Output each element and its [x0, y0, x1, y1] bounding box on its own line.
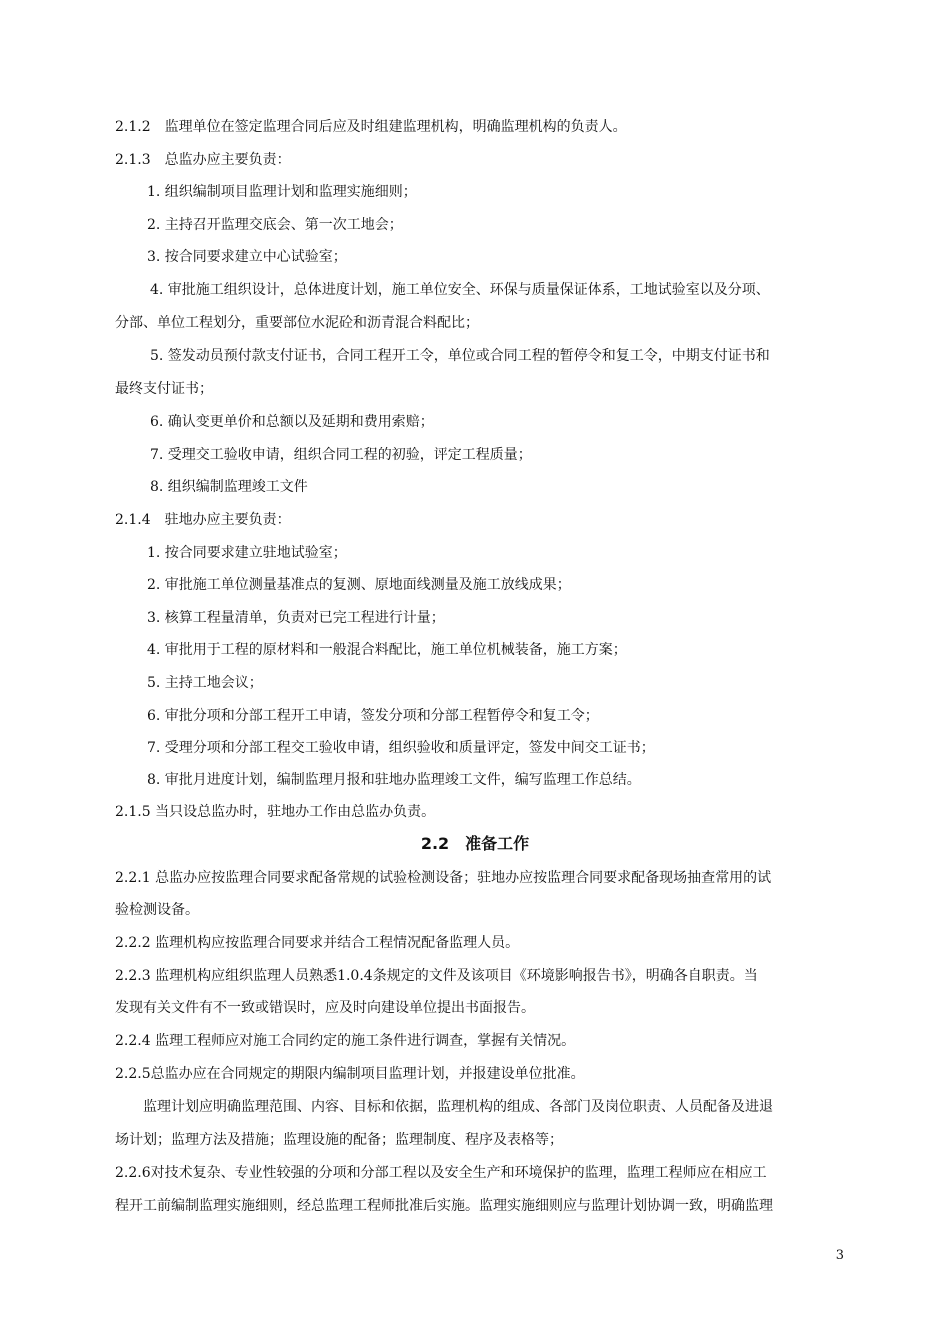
list-item: 5. 主持工地会议； — [147, 675, 263, 691]
paragraph: 监理计划应明确监理范围、内容、目标和依据，监理机构的组成、各部门及岗位职责、人员配备及进退 — [143, 1099, 773, 1115]
list-item: 2. 主持召开监理交底会、第一次工地会； — [147, 217, 403, 233]
clause-2-1-4: 2.1.4 驻地办应主要负责： — [115, 512, 291, 528]
list-item-continuation: 分部、单位工程划分，重要部位水泥砼和沥青混合料配比； — [115, 315, 479, 331]
clause-2-2-2: 2.2.2 监理机构应按监理合同要求并结合工程情况配备监理人员。 — [115, 935, 520, 951]
clause-continuation: 程开工前编制监理实施细则，经总监理工程师批准后实施。监理实施细则应与监理计划协调一致，明确监理 — [115, 1198, 773, 1214]
clause-2-2-6: 2.2.6对技术复杂、专业性较强的分项和分部工程以及安全生产和环境保护的监理，监理工程师应在相应工 — [115, 1165, 767, 1181]
list-item: 6. 审批分项和分部工程开工申请，签发分项和分部工程暂停令和复工令； — [147, 708, 599, 724]
clause-2-2-5: 2.2.5总监办应在合同规定的期限内编制项目监理计划，并报建设单位批准。 — [115, 1066, 585, 1082]
list-item: 8. 组织编制监理竣工文件 — [150, 479, 308, 495]
list-item: 2. 审批施工单位测量基准点的复测、原地面线测量及施工放线成果； — [147, 577, 571, 593]
list-item: 3. 核算工程量清单，负责对已完工程进行计量； — [147, 610, 445, 626]
page-number: 3 — [835, 1248, 844, 1263]
list-item: 1. 组织编制项目监理计划和监理实施细则； — [147, 184, 417, 200]
list-item: 7. 受理交工验收申请，组织合同工程的初验，评定工程质量； — [150, 447, 532, 463]
paragraph-continuation: 场计划；监理方法及措施；监理设施的配备；监理制度、程序及表格等； — [115, 1132, 563, 1148]
clause-2-1-3: 2.1.3 总监办应主要负责： — [115, 152, 291, 168]
section-heading: 2.2 准备工作 — [420, 834, 530, 853]
list-item: 6. 确认变更单价和总额以及延期和费用索赔； — [150, 414, 434, 430]
list-item: 3. 按合同要求建立中心试验室； — [147, 249, 347, 265]
clause-continuation: 验检测设备。 — [115, 902, 199, 918]
list-item: 8. 审批月进度计划，编制监理月报和驻地办监理竣工文件，编写监理工作总结。 — [147, 772, 641, 788]
clause-2-2-3: 2.2.3 监理机构应组织监理人员熟悉1.0.4条规定的文件及该项目《环境影响报告书》，明确各自职责。当 — [115, 968, 758, 984]
list-item: 4. 审批用于工程的原材料和一般混合料配比，施工单位机械装备，施工方案； — [147, 642, 627, 658]
list-item: 7. 受理分项和分部工程交工验收申请，组织验收和质量评定，签发中间交工证书； — [147, 740, 655, 756]
list-item-continuation: 最终支付证书； — [115, 381, 213, 397]
list-item: 4. 审批施工组织设计，总体进度计划，施工单位安全、环保与质量保证体系，工地试验室以及分项、 — [150, 282, 770, 298]
clause-continuation: 发现有关文件有不一致或错误时，应及时向建设单位提出书面报告。 — [115, 1000, 535, 1016]
clause-2-2-4: 2.2.4 监理工程师应对施工合同约定的施工条件进行调查，掌握有关情况。 — [115, 1033, 576, 1049]
clause-2-1-5: 2.1.5 当只设总监办时，驻地办工作由总监办负责。 — [115, 804, 436, 820]
list-item: 5. 签发动员预付款支付证书，合同工程开工令，单位或合同工程的暂停令和复工令，中期支付证书和 — [150, 348, 770, 364]
list-item: 1. 按合同要求建立驻地试验室； — [147, 545, 347, 561]
clause-2-1-2: 2.1.2 监理单位在签定监理合同后应及时组建监理机构，明确监理机构的负责人。 — [115, 119, 627, 135]
clause-2-2-1: 2.2.1 总监办应按监理合同要求配备常规的试验检测设备；驻地办应按监理合同要求配备现场抽查常用的试 — [115, 870, 772, 886]
